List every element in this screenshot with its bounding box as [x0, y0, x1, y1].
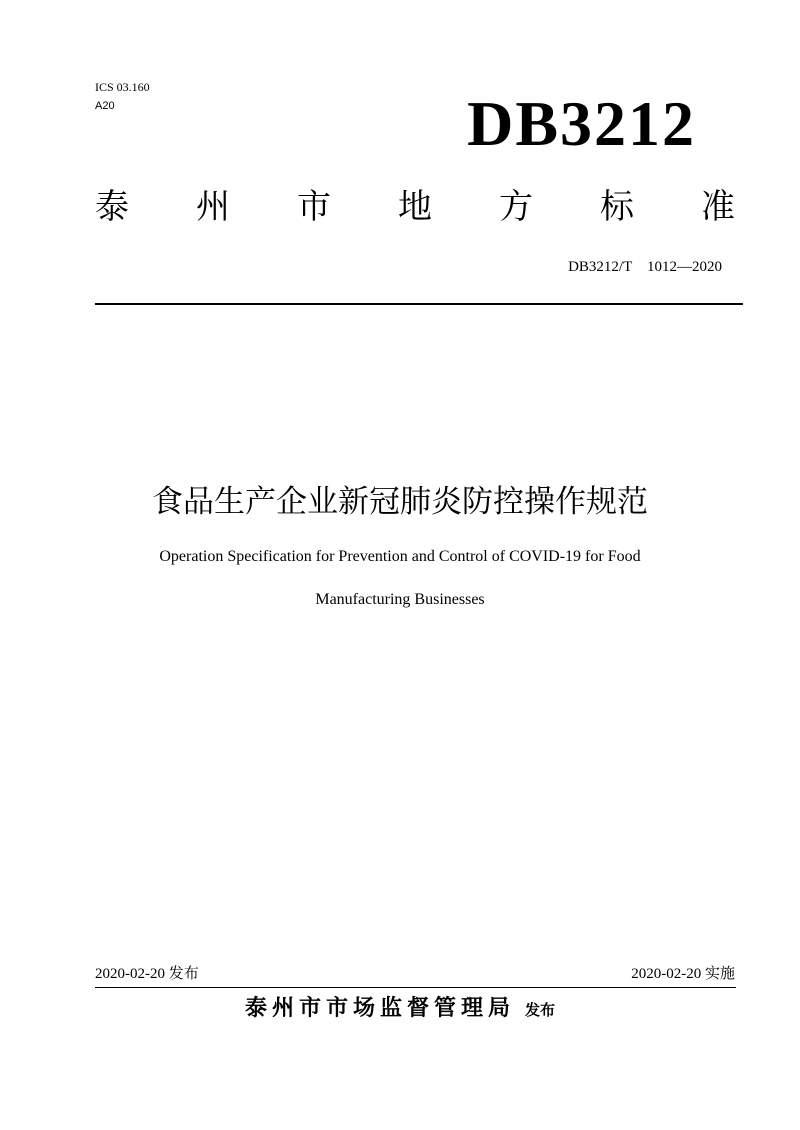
- issuer-suffix: 发布: [525, 1001, 556, 1019]
- release-date: 2020-02-20 发布: [95, 966, 199, 982]
- standard-number: DB3212/T 1012—2020: [568, 259, 722, 275]
- standard-type-heading: [95, 182, 735, 232]
- standard-type-char: 准: [701, 187, 735, 227]
- header-divider: [95, 303, 743, 305]
- document-title-zh: 食品生产企业新冠肺炎防控操作规范: [152, 484, 648, 520]
- document-title-en-line2: Manufacturing Businesses: [315, 591, 485, 608]
- document-title-en-line1: Operation Specification for Prevention and Control of COVID-19 for Food: [159, 548, 641, 565]
- ics-number: ICS 03.160: [95, 80, 150, 94]
- standard-type-char: 标: [600, 187, 634, 227]
- footer-divider: [95, 987, 736, 988]
- classification-code: A20: [95, 100, 115, 112]
- effective-date: 2020-02-20 实施: [631, 966, 735, 982]
- standard-code-heading: DB3212: [467, 88, 696, 159]
- standard-type-char: 地: [398, 187, 432, 227]
- issuing-authority: [0, 992, 800, 1027]
- standard-type-char: 州: [196, 187, 230, 227]
- standard-type-char: 市: [297, 187, 331, 227]
- issuer-name: 泰州市市场监督管理局: [244, 996, 515, 1021]
- standard-type-char: 方: [499, 187, 533, 227]
- standard-type-char: 泰: [95, 187, 129, 227]
